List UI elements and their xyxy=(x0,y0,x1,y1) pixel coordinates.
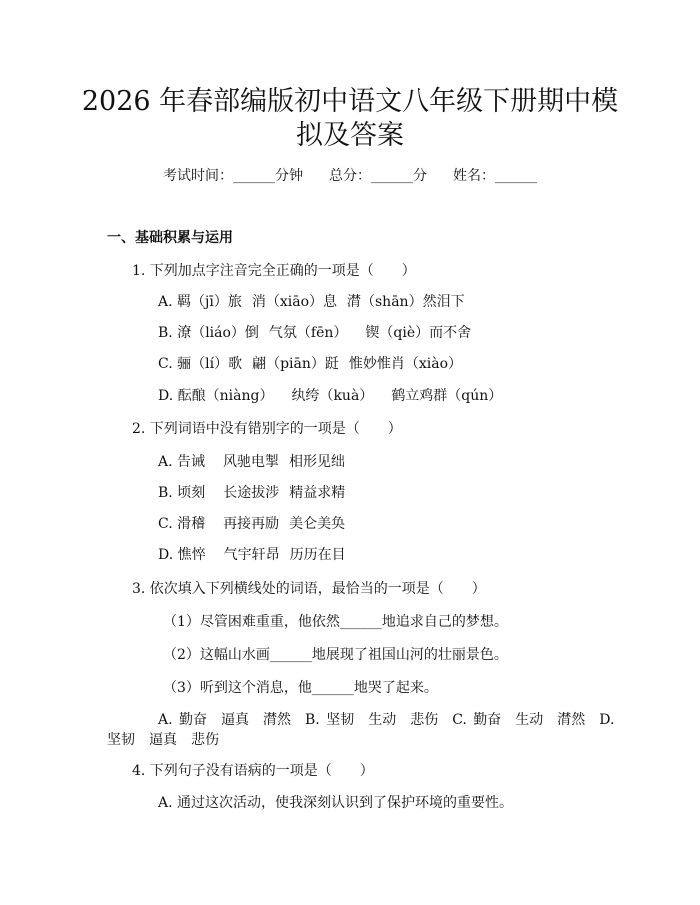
exam-meta xyxy=(0,166,700,186)
question-3-stem: 3. 依次填入下列横线处的词语，最恰当的一项是（ ） xyxy=(132,581,486,597)
question-3-options: A. 勤奋 逼真 潸然 B. 坚韧 生动 悲伤 C. 勤奋 生动 潸然 D. xyxy=(158,712,615,728)
question-1-option-b: B. 潦（liáo）倒 气氛（fēn） 锲（qiè）而不舍 xyxy=(158,325,472,341)
section-heading: 一、基础积累与运用 xyxy=(107,230,233,246)
question-2-option-a: A. 告诫 风驰电掣 相形见绌 xyxy=(158,454,346,470)
question-1-option-a: A. 羁（jī）旅 消（xiāo）息 潸（shān）然泪下 xyxy=(158,294,465,310)
question-2-option-b: B. 顷刻 长途拔涉 精益求精 xyxy=(158,485,346,501)
exam-time-field: 考试时间：______分钟 xyxy=(163,168,303,184)
question-3-sentence-3: （3）听到这个消息，他______地哭了起来。 xyxy=(163,680,438,696)
total-score-field: 总分：______分 xyxy=(329,168,427,184)
student-name-field: 姓名：______ xyxy=(453,168,537,184)
question-3-sentence-1: （1）尽管困难重重，他依然______地追求自己的梦想。 xyxy=(163,614,508,630)
question-3-options-cont: 坚韧 逼真 悲伤 xyxy=(107,732,219,748)
question-2-stem: 2. 下列词语中没有错别字的一项是（ ） xyxy=(132,421,402,437)
question-2-option-c: C. 滑稽 再接再励 美仑美奂 xyxy=(158,516,346,532)
page-title: 2026 年春部编版初中语文八年级下册期中模 xyxy=(81,86,619,117)
question-3-sentence-2: （2）这幅山水画______地展现了祖国山河的壮丽景色。 xyxy=(163,647,508,663)
question-1-option-d: D. 酝酿（niàng） 纨绔（kuà） 鹤立鸡群（qún） xyxy=(158,388,503,404)
page-title-line2: 拟及答案 xyxy=(296,120,404,151)
question-4-stem: 4. 下列句子没有语病的一项是（ ） xyxy=(132,763,374,779)
question-2-option-d: D. 憔悴 气宇轩昂 历历在目 xyxy=(158,547,346,563)
question-1-option-c: C. 骊（lí）歌 翩（piān）跹 惟妙惟肖（xiào） xyxy=(158,356,463,372)
question-1-stem: 1. 下列加点字注音完全正确的一项是（ ） xyxy=(132,263,416,279)
question-4-option-a: A. 通过这次活动，使我深刻认识到了保护环境的重要性。 xyxy=(158,795,514,811)
